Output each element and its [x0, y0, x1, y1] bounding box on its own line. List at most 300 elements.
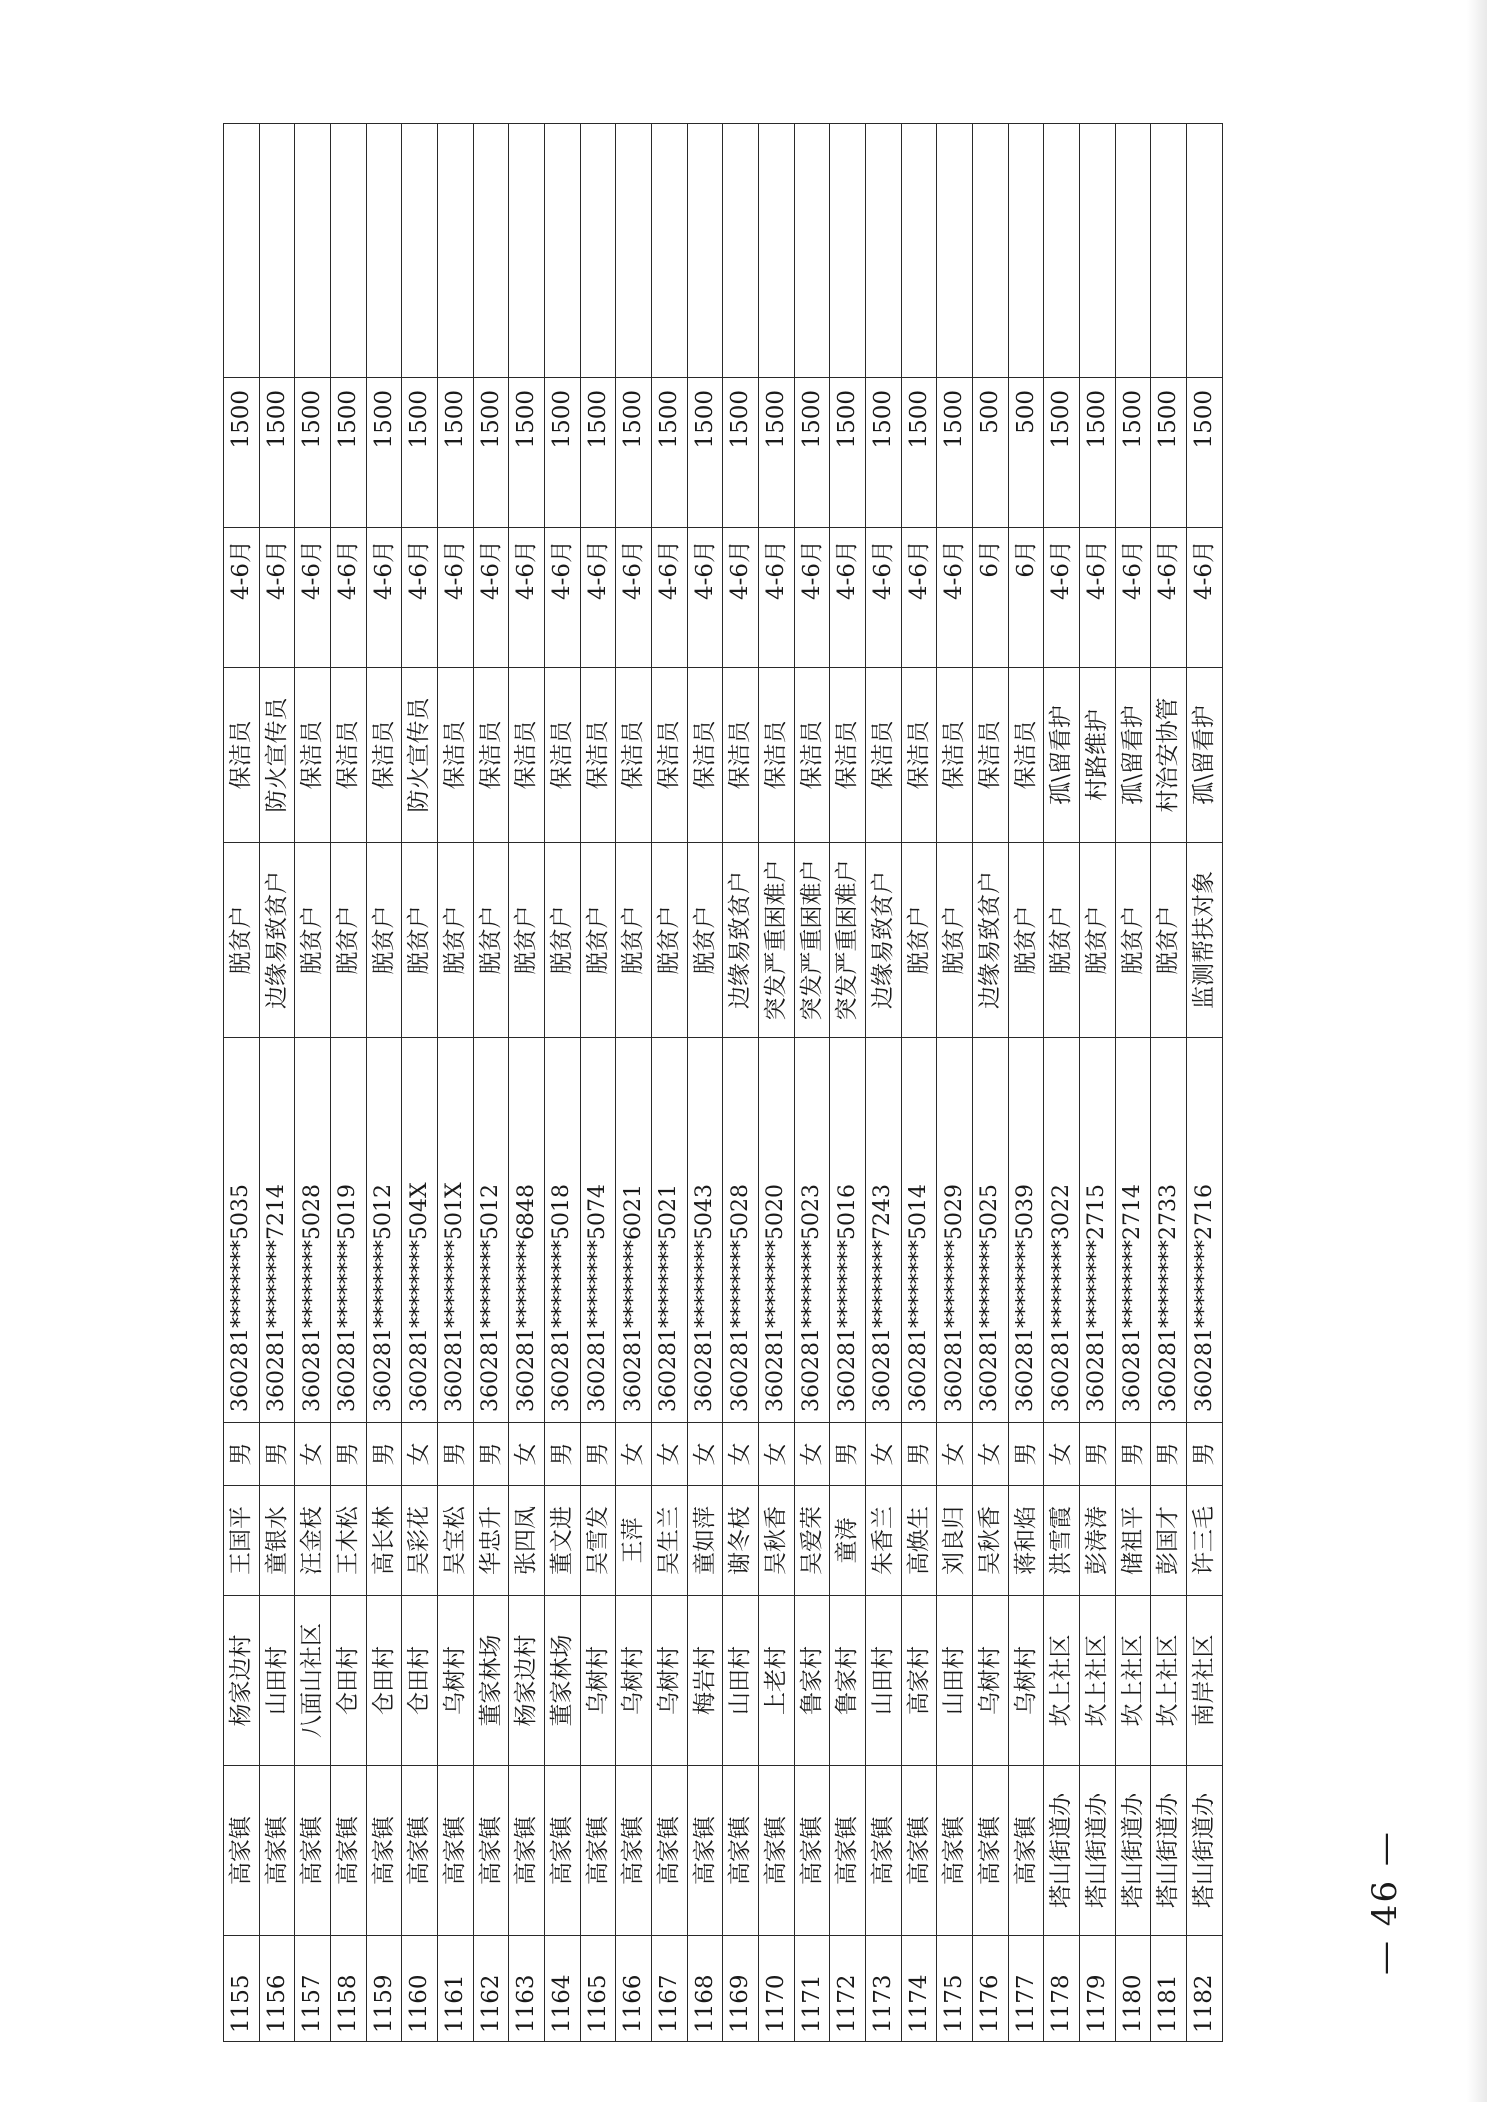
town-cell: 高家镇 [580, 1766, 616, 1936]
remark-cell [509, 124, 545, 378]
gender-cell: 女 [652, 1423, 688, 1486]
id-number-cell: 360281********2714 [1115, 1038, 1151, 1423]
id-number-cell: 360281********6021 [616, 1038, 652, 1423]
id-number-cell: 360281********3022 [1044, 1038, 1080, 1423]
period-cell: 6月 [1008, 528, 1044, 668]
table-row [1044, 124, 1080, 2042]
period-cell: 4-6月 [366, 528, 402, 668]
village-cell: 山田村 [937, 1596, 973, 1766]
gender-cell: 男 [580, 1423, 616, 1486]
amount-cell: 1500 [1151, 378, 1187, 528]
household-type-cell: 监测帮扶对象 [1187, 843, 1223, 1038]
person-name-cell: 蒋和焰 [1008, 1486, 1044, 1596]
table-row [794, 124, 830, 2042]
id-number-cell: 360281********501X [438, 1038, 474, 1423]
period-cell: 4-6月 [830, 528, 866, 668]
gender-cell: 男 [1115, 1423, 1151, 1486]
row-number-cell: 1172 [830, 1936, 866, 2042]
amount-cell: 1500 [794, 378, 830, 528]
village-cell: 梅岩村 [687, 1596, 723, 1766]
period-cell: 4-6月 [901, 528, 937, 668]
amount-cell: 1500 [331, 378, 367, 528]
gender-cell: 女 [973, 1423, 1009, 1486]
village-cell: 乌树村 [1008, 1596, 1044, 1766]
remark-cell [901, 124, 937, 378]
table-row [545, 124, 581, 2042]
row-number-cell: 1165 [580, 1936, 616, 2042]
row-number-cell: 1181 [1151, 1936, 1187, 2042]
period-cell: 4-6月 [1044, 528, 1080, 668]
village-cell: 鲁家村 [830, 1596, 866, 1766]
remark-cell [295, 124, 331, 378]
table-row [652, 124, 688, 2042]
job-post-cell: 孤\留看护 [1187, 668, 1223, 843]
id-number-cell: 360281********5012 [473, 1038, 509, 1423]
period-cell: 4-6月 [331, 528, 367, 668]
village-cell: 杨家边村 [224, 1596, 260, 1766]
village-cell: 董家林场 [545, 1596, 581, 1766]
period-cell: 4-6月 [295, 528, 331, 668]
household-type-cell: 边缘易致贫户 [723, 843, 759, 1038]
job-post-cell: 保洁员 [759, 668, 795, 843]
job-post-cell: 保洁员 [866, 668, 902, 843]
household-type-cell: 脱贫户 [473, 843, 509, 1038]
subsidy-records-table [223, 123, 1223, 2042]
gender-cell: 女 [723, 1423, 759, 1486]
id-number-cell: 360281********5035 [224, 1038, 260, 1423]
person-name-cell: 童银水 [259, 1486, 295, 1596]
gender-cell: 男 [1151, 1423, 1187, 1486]
remark-cell [224, 124, 260, 378]
person-name-cell: 吴生兰 [652, 1486, 688, 1596]
remark-cell [794, 124, 830, 378]
table-row [438, 124, 474, 2042]
remark-cell [937, 124, 973, 378]
period-cell: 4-6月 [402, 528, 438, 668]
job-post-cell: 保洁员 [438, 668, 474, 843]
amount-cell: 1500 [295, 378, 331, 528]
town-cell: 高家镇 [830, 1766, 866, 1936]
person-name-cell: 王国平 [224, 1486, 260, 1596]
remark-cell [830, 124, 866, 378]
row-number-cell: 1180 [1115, 1936, 1151, 2042]
table-row [830, 124, 866, 2042]
row-number-cell: 1178 [1044, 1936, 1080, 2042]
remark-cell [366, 124, 402, 378]
row-number-cell: 1171 [794, 1936, 830, 2042]
household-type-cell: 脱贫户 [224, 843, 260, 1038]
gender-cell: 女 [616, 1423, 652, 1486]
town-cell: 高家镇 [473, 1766, 509, 1936]
town-cell: 高家镇 [794, 1766, 830, 1936]
gender-cell: 男 [1008, 1423, 1044, 1486]
job-post-cell: 保洁员 [723, 668, 759, 843]
village-cell: 上老村 [759, 1596, 795, 1766]
amount-cell: 1500 [616, 378, 652, 528]
period-cell: 4-6月 [937, 528, 973, 668]
town-cell: 高家镇 [509, 1766, 545, 1936]
household-type-cell: 脱贫户 [295, 843, 331, 1038]
amount-cell: 1500 [402, 378, 438, 528]
remark-cell [580, 124, 616, 378]
remark-cell [1008, 124, 1044, 378]
job-post-cell: 保洁员 [224, 668, 260, 843]
id-number-cell: 360281********2715 [1080, 1038, 1116, 1423]
person-name-cell: 彭国才 [1151, 1486, 1187, 1596]
town-cell: 塔山街道办 [1187, 1766, 1223, 1936]
row-number-cell: 1168 [687, 1936, 723, 2042]
job-post-cell: 村治安协管 [1151, 668, 1187, 843]
id-number-cell: 360281********5025 [973, 1038, 1009, 1423]
table-row [473, 124, 509, 2042]
person-name-cell: 吴爱荣 [794, 1486, 830, 1596]
town-cell: 高家镇 [545, 1766, 581, 1936]
remark-cell [973, 124, 1009, 378]
household-type-cell: 脱贫户 [438, 843, 474, 1038]
household-type-cell: 脱贫户 [1115, 843, 1151, 1038]
town-cell: 塔山街道办 [1151, 1766, 1187, 1936]
job-post-cell: 村路维护 [1080, 668, 1116, 843]
amount-cell: 1500 [687, 378, 723, 528]
job-post-cell: 保洁员 [509, 668, 545, 843]
town-cell: 高家镇 [937, 1766, 973, 1936]
gender-cell: 女 [794, 1423, 830, 1486]
gender-cell: 女 [866, 1423, 902, 1486]
amount-cell: 1500 [580, 378, 616, 528]
village-cell: 山田村 [259, 1596, 295, 1766]
household-type-cell: 脱贫户 [652, 843, 688, 1038]
table-row [1151, 124, 1187, 2042]
household-type-cell: 脱贫户 [509, 843, 545, 1038]
household-type-cell: 脱贫户 [366, 843, 402, 1038]
gender-cell: 男 [1187, 1423, 1223, 1486]
id-number-cell: 360281********5021 [652, 1038, 688, 1423]
village-cell: 乌树村 [652, 1596, 688, 1766]
remark-cell [1151, 124, 1187, 378]
job-post-cell: 保洁员 [331, 668, 367, 843]
town-cell: 高家镇 [402, 1766, 438, 1936]
row-number-cell: 1173 [866, 1936, 902, 2042]
table-row [580, 124, 616, 2042]
job-post-cell: 保洁员 [1008, 668, 1044, 843]
household-type-cell: 脱贫户 [1080, 843, 1116, 1038]
person-name-cell: 刘良归 [937, 1486, 973, 1596]
village-cell: 坎上社区 [1080, 1596, 1116, 1766]
household-type-cell: 脱贫户 [616, 843, 652, 1038]
row-number-cell: 1177 [1008, 1936, 1044, 2042]
period-cell: 4-6月 [509, 528, 545, 668]
job-post-cell: 保洁员 [295, 668, 331, 843]
person-name-cell: 汪金枝 [295, 1486, 331, 1596]
village-cell: 八面山社区 [295, 1596, 331, 1766]
id-number-cell: 360281********5020 [759, 1038, 795, 1423]
job-post-cell: 保洁员 [366, 668, 402, 843]
period-cell: 4-6月 [1115, 528, 1151, 668]
village-cell: 乌树村 [973, 1596, 1009, 1766]
row-number-cell: 1169 [723, 1936, 759, 2042]
household-type-cell: 脱贫户 [545, 843, 581, 1038]
table-row [901, 124, 937, 2042]
row-number-cell: 1159 [366, 1936, 402, 2042]
person-name-cell: 吴宝松 [438, 1486, 474, 1596]
gender-cell: 男 [259, 1423, 295, 1486]
id-number-cell: 360281********5028 [295, 1038, 331, 1423]
town-cell: 高家镇 [438, 1766, 474, 1936]
amount-cell: 1500 [438, 378, 474, 528]
person-name-cell: 童如萍 [687, 1486, 723, 1596]
row-number-cell: 1167 [652, 1936, 688, 2042]
village-cell: 乌树村 [580, 1596, 616, 1766]
period-cell: 6月 [973, 528, 1009, 668]
household-type-cell: 脱贫户 [331, 843, 367, 1038]
gender-cell: 男 [1080, 1423, 1116, 1486]
person-name-cell: 吴秋香 [759, 1486, 795, 1596]
table-row [295, 124, 331, 2042]
person-name-cell: 童涛 [830, 1486, 866, 1596]
table-row [224, 124, 260, 2042]
remark-cell [759, 124, 795, 378]
person-name-cell: 谢冬枝 [723, 1486, 759, 1596]
amount-cell: 500 [1008, 378, 1044, 528]
scan-edge-shadow [1467, 0, 1487, 2102]
household-type-cell: 脱贫户 [1044, 843, 1080, 1038]
household-type-cell: 脱贫户 [580, 843, 616, 1038]
household-type-cell: 脱贫户 [1151, 843, 1187, 1038]
row-number-cell: 1163 [509, 1936, 545, 2042]
village-cell: 坎上社区 [1115, 1596, 1151, 1766]
remark-cell [723, 124, 759, 378]
id-number-cell: 360281********5018 [545, 1038, 581, 1423]
remark-cell [331, 124, 367, 378]
job-post-cell: 保洁员 [580, 668, 616, 843]
household-type-cell: 突发严重困难户 [759, 843, 795, 1038]
village-cell: 乌树村 [616, 1596, 652, 1766]
person-name-cell: 张四凤 [509, 1486, 545, 1596]
person-name-cell: 许三毛 [1187, 1486, 1223, 1596]
table-row [402, 124, 438, 2042]
town-cell: 高家镇 [259, 1766, 295, 1936]
job-post-cell: 保洁员 [901, 668, 937, 843]
records-body [224, 124, 1223, 2042]
household-type-cell: 突发严重困难户 [830, 843, 866, 1038]
person-name-cell: 吴彩花 [402, 1486, 438, 1596]
village-cell: 山田村 [866, 1596, 902, 1766]
period-cell: 4-6月 [687, 528, 723, 668]
id-number-cell: 360281********5014 [901, 1038, 937, 1423]
gender-cell: 男 [901, 1423, 937, 1486]
job-post-cell: 保洁员 [794, 668, 830, 843]
person-name-cell: 吴雪发 [580, 1486, 616, 1596]
household-type-cell: 脱贫户 [687, 843, 723, 1038]
table-row [1008, 124, 1044, 2042]
job-post-cell: 保洁员 [652, 668, 688, 843]
town-cell: 高家镇 [224, 1766, 260, 1936]
remark-cell [652, 124, 688, 378]
id-number-cell: 360281********5012 [366, 1038, 402, 1423]
page-number: — 46 — [1365, 1830, 1405, 1975]
id-number-cell: 360281********5074 [580, 1038, 616, 1423]
period-cell: 4-6月 [1187, 528, 1223, 668]
table-row [616, 124, 652, 2042]
row-number-cell: 1160 [402, 1936, 438, 2042]
gender-cell: 女 [759, 1423, 795, 1486]
table-row [1080, 124, 1116, 2042]
village-cell: 杨家边村 [509, 1596, 545, 1766]
row-number-cell: 1157 [295, 1936, 331, 2042]
household-type-cell: 脱贫户 [901, 843, 937, 1038]
town-cell: 塔山街道办 [1115, 1766, 1151, 1936]
table-row [1115, 124, 1151, 2042]
village-cell: 仓田村 [331, 1596, 367, 1766]
amount-cell: 1500 [652, 378, 688, 528]
row-number-cell: 1158 [331, 1936, 367, 2042]
gender-cell: 男 [366, 1423, 402, 1486]
person-name-cell: 储祖平 [1115, 1486, 1151, 1596]
period-cell: 4-6月 [545, 528, 581, 668]
id-number-cell: 360281********5029 [937, 1038, 973, 1423]
period-cell: 4-6月 [580, 528, 616, 668]
gender-cell: 男 [830, 1423, 866, 1486]
id-number-cell: 360281********5043 [687, 1038, 723, 1423]
amount-cell: 1500 [1187, 378, 1223, 528]
town-cell: 高家镇 [366, 1766, 402, 1936]
remark-cell [1044, 124, 1080, 378]
village-cell: 乌树村 [438, 1596, 474, 1766]
amount-cell: 500 [973, 378, 1009, 528]
table-row [866, 124, 902, 2042]
row-number-cell: 1155 [224, 1936, 260, 2042]
table-row [509, 124, 545, 2042]
gender-cell: 女 [402, 1423, 438, 1486]
table-row [687, 124, 723, 2042]
town-cell: 高家镇 [1008, 1766, 1044, 1936]
gender-cell: 男 [438, 1423, 474, 1486]
remark-cell [1187, 124, 1223, 378]
amount-cell: 1500 [1080, 378, 1116, 528]
town-cell: 高家镇 [723, 1766, 759, 1936]
household-type-cell: 边缘易致贫户 [259, 843, 295, 1038]
job-post-cell: 保洁员 [473, 668, 509, 843]
gender-cell: 女 [1044, 1423, 1080, 1486]
town-cell: 高家镇 [866, 1766, 902, 1936]
amount-cell: 1500 [723, 378, 759, 528]
person-name-cell: 王木松 [331, 1486, 367, 1596]
job-post-cell: 防火宣传员 [402, 668, 438, 843]
table-row [723, 124, 759, 2042]
amount-cell: 1500 [259, 378, 295, 528]
gender-cell: 男 [545, 1423, 581, 1486]
gender-cell: 女 [937, 1423, 973, 1486]
row-number-cell: 1176 [973, 1936, 1009, 2042]
table-row [366, 124, 402, 2042]
table-row [937, 124, 973, 2042]
job-post-cell: 孤\留看护 [1044, 668, 1080, 843]
job-post-cell: 保洁员 [937, 668, 973, 843]
amount-cell: 1500 [901, 378, 937, 528]
row-number-cell: 1162 [473, 1936, 509, 2042]
village-cell: 南岸社区 [1187, 1596, 1223, 1766]
period-cell: 4-6月 [616, 528, 652, 668]
remark-cell [259, 124, 295, 378]
row-number-cell: 1174 [901, 1936, 937, 2042]
table-row [759, 124, 795, 2042]
remark-cell [473, 124, 509, 378]
row-number-cell: 1164 [545, 1936, 581, 2042]
person-name-cell: 高长林 [366, 1486, 402, 1596]
household-type-cell: 突发严重困难户 [794, 843, 830, 1038]
town-cell: 高家镇 [687, 1766, 723, 1936]
town-cell: 塔山街道办 [1080, 1766, 1116, 1936]
period-cell: 4-6月 [1151, 528, 1187, 668]
amount-cell: 1500 [1115, 378, 1151, 528]
amount-cell: 1500 [1044, 378, 1080, 528]
town-cell: 高家镇 [616, 1766, 652, 1936]
row-number-cell: 1179 [1080, 1936, 1116, 2042]
town-cell: 塔山街道办 [1044, 1766, 1080, 1936]
id-number-cell: 360281********504X [402, 1038, 438, 1423]
rotated-table-wrapper [223, 124, 1223, 2042]
town-cell: 高家镇 [901, 1766, 937, 1936]
household-type-cell: 边缘易致贫户 [973, 843, 1009, 1038]
row-number-cell: 1166 [616, 1936, 652, 2042]
person-name-cell: 朱香兰 [866, 1486, 902, 1596]
remark-cell [402, 124, 438, 378]
id-number-cell: 360281********6848 [509, 1038, 545, 1423]
job-post-cell: 保洁员 [687, 668, 723, 843]
amount-cell: 1500 [224, 378, 260, 528]
amount-cell: 1500 [545, 378, 581, 528]
village-cell: 坎上社区 [1151, 1596, 1187, 1766]
id-number-cell: 360281********5028 [723, 1038, 759, 1423]
person-name-cell: 王萍 [616, 1486, 652, 1596]
remark-cell [1080, 124, 1116, 378]
id-number-cell: 360281********2733 [1151, 1038, 1187, 1423]
id-number-cell: 360281********2716 [1187, 1038, 1223, 1423]
gender-cell: 男 [224, 1423, 260, 1486]
job-post-cell: 孤\留看护 [1115, 668, 1151, 843]
gender-cell: 女 [295, 1423, 331, 1486]
gender-cell: 女 [687, 1423, 723, 1486]
id-number-cell: 360281********5019 [331, 1038, 367, 1423]
household-type-cell: 边缘易致贫户 [866, 843, 902, 1038]
period-cell: 4-6月 [652, 528, 688, 668]
table-row [1187, 124, 1223, 2042]
job-post-cell: 保洁员 [830, 668, 866, 843]
id-number-cell: 360281********7243 [866, 1038, 902, 1423]
person-name-cell: 洪雪霞 [1044, 1486, 1080, 1596]
town-cell: 高家镇 [652, 1766, 688, 1936]
period-cell: 4-6月 [224, 528, 260, 668]
period-cell: 4-6月 [794, 528, 830, 668]
town-cell: 高家镇 [759, 1766, 795, 1936]
person-name-cell: 高焕生 [901, 1486, 937, 1596]
remark-cell [1115, 124, 1151, 378]
gender-cell: 女 [509, 1423, 545, 1486]
village-cell: 鲁家村 [794, 1596, 830, 1766]
village-cell: 山田村 [723, 1596, 759, 1766]
table-row [331, 124, 367, 2042]
amount-cell: 1500 [866, 378, 902, 528]
village-cell: 仓田村 [402, 1596, 438, 1766]
village-cell: 董家林场 [473, 1596, 509, 1766]
amount-cell: 1500 [509, 378, 545, 528]
household-type-cell: 脱贫户 [402, 843, 438, 1038]
table-row [259, 124, 295, 2042]
job-post-cell: 保洁员 [973, 668, 1009, 843]
remark-cell [545, 124, 581, 378]
table-row [973, 124, 1009, 2042]
amount-cell: 1500 [937, 378, 973, 528]
